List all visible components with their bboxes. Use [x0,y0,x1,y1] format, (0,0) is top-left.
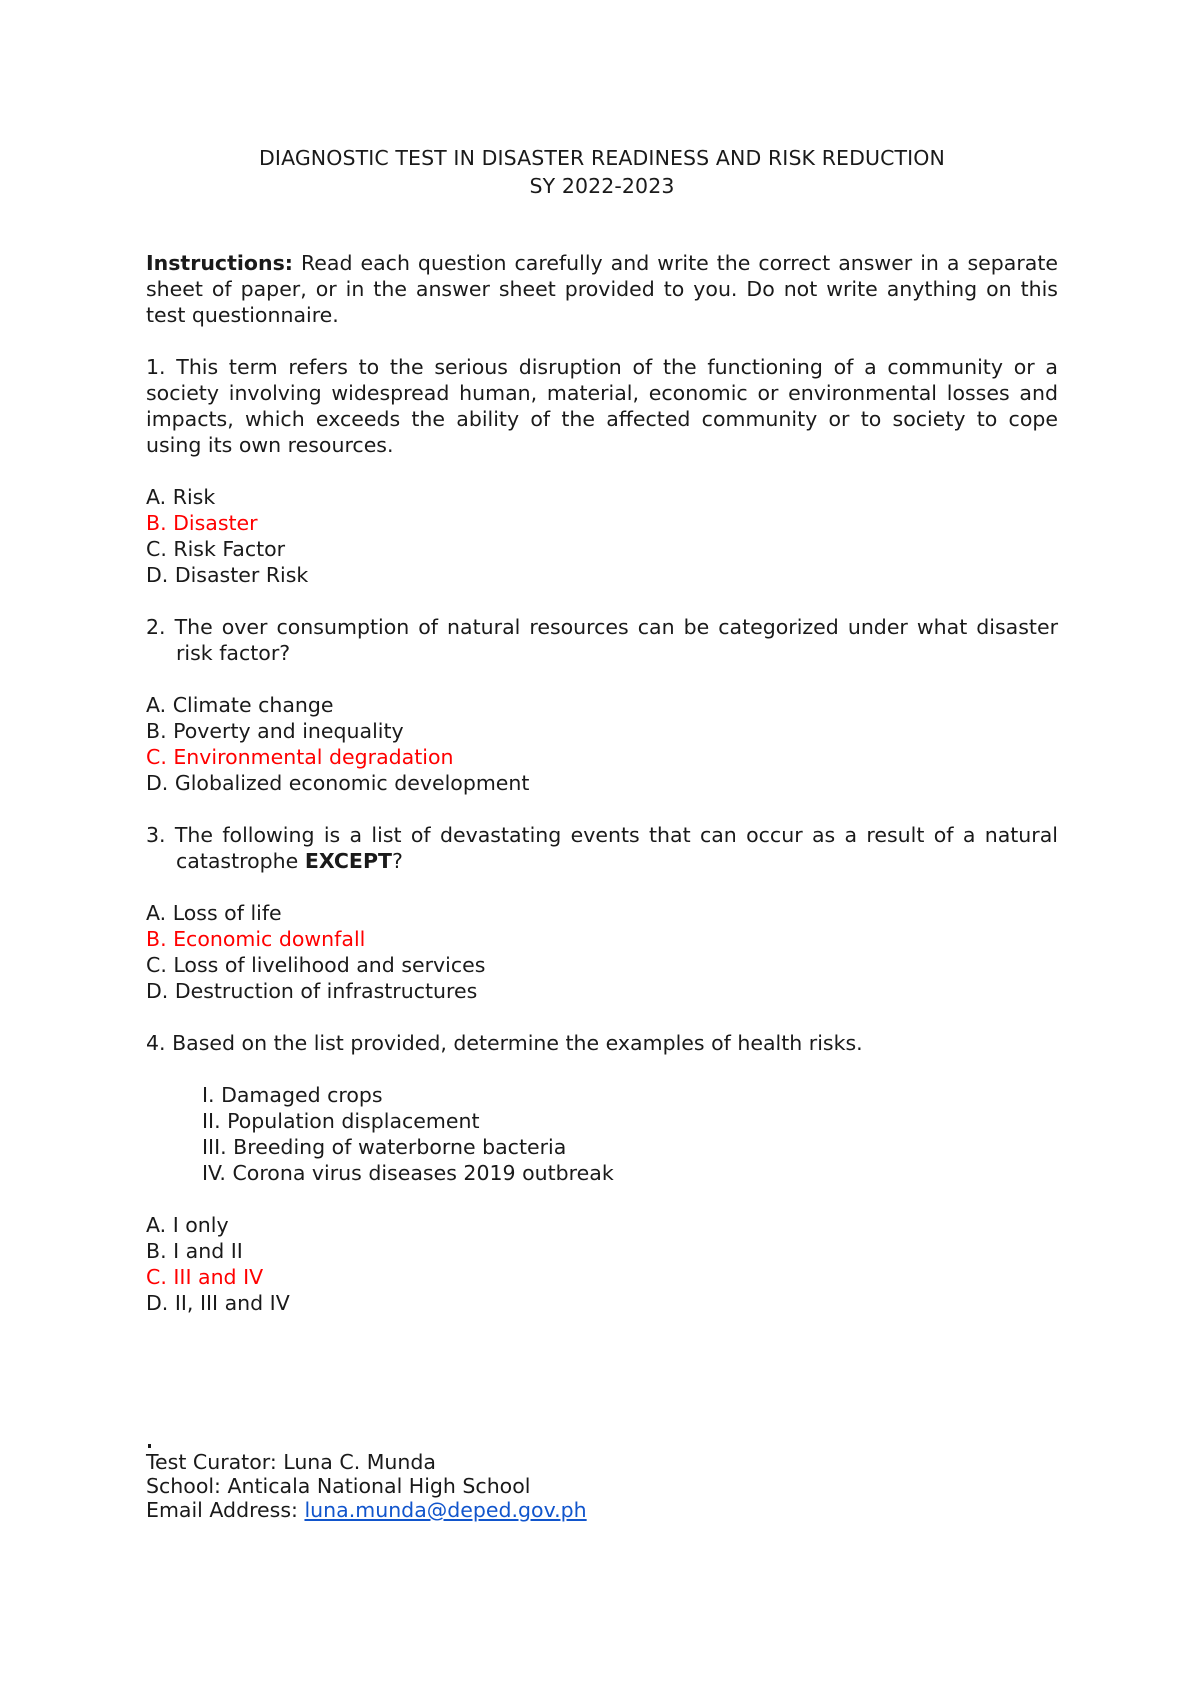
question-1-options [146,484,1058,588]
email-line [146,1498,1058,1522]
question-4-stem: 4. Based on the list provided, determine the examples of health risks. [146,1031,863,1055]
roman-item-4: IV. Corona virus diseases 2019 outbreak [202,1161,614,1185]
option-4a: A. I only [146,1213,229,1237]
option-1c: C. Risk Factor [146,537,286,561]
instructions [146,250,1058,328]
option-4d: D. II, III and IV [146,1291,290,1315]
option-3b-correct: B. Economic downfall [146,927,366,951]
option-4b: B. I and II [146,1239,243,1263]
email-link[interactable]: luna.munda@deped.gov.ph [304,1498,587,1522]
option-3c: C. Loss of livelihood and services [146,953,486,977]
roman-item-2: II. Population displacement [202,1109,480,1133]
question-3-stem-end: ? [391,849,403,873]
option-2a: A. Climate change [146,693,334,717]
option-2d: D. Globalized economic development [146,771,530,795]
option-3a: A. Loss of life [146,901,282,925]
option-1d: D. Disaster Risk [146,563,309,587]
question-3-stem-emphasis: EXCEPT [304,849,392,873]
question-4-list [146,1082,1058,1186]
question-3-stem-text: 3. The following is a list of devastating events that can occur as a result of a natural catastrophe [146,823,1058,873]
question-2-options [146,692,1058,796]
option-3d: D. Destruction of infrastructures [146,979,478,1003]
test-curator: Test Curator: Luna C. Munda [146,1450,436,1474]
option-4c-correct: C. III and IV [146,1265,264,1289]
roman-item-3: III. Breeding of waterborne bacteria [202,1135,567,1159]
question-3-options [146,900,1058,1004]
question-4-options [146,1212,1058,1316]
footer-marker [148,1444,151,1448]
question-1-stem: 1. This term refers to the serious disruption of the functioning of a community or a society involving widespread human, material, economic or environmental losses and impacts, which exceeds the ability of the affected community or to society to cope using its own resources. [146,355,1058,457]
option-1a: A. Risk [146,485,216,509]
instructions-text: Read each question carefully and write the correct answer in a separate sheet of paper, or in the answer sheet provided to you. Do not write anything on this test questionnaire. [146,251,1058,327]
option-2c-correct: C. Environmental degradation [146,745,454,769]
footer [146,1450,1058,1522]
roman-item-1: I. Damaged crops [202,1083,383,1107]
document-body [146,144,1058,1522]
question-2-stem: 2. The over consumption of natural resources can be categorized under what disaster risk factor? [146,615,1058,665]
option-1b-correct: B. Disaster [146,511,258,535]
email-label: Email Address: [146,1498,305,1522]
school-year: SY 2022-2023 [529,174,675,198]
question-3-stem [146,822,1058,874]
instructions-label: Instructions: [146,251,293,275]
option-2b: B. Poverty and inequality [146,719,404,743]
document-title: DIAGNOSTIC TEST IN DISASTER READINESS AND RISK REDUCTION [259,146,945,170]
school-name: School: Anticala National High School [146,1474,531,1498]
